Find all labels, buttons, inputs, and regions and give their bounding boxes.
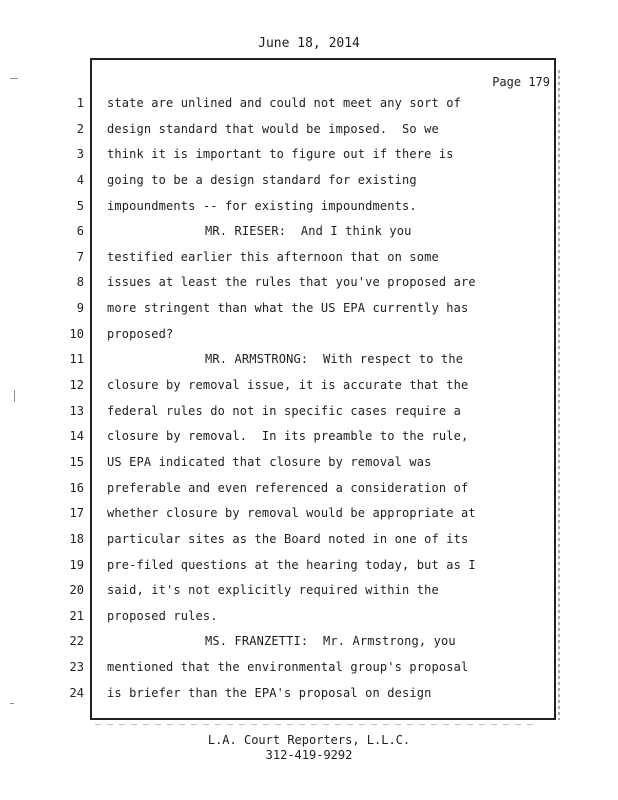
transcript-line: proposed rules. [107, 608, 218, 623]
scan-mark [10, 703, 14, 704]
transcript-line: particular sites as the Board noted in one of its [107, 531, 469, 546]
transcript-line: is briefer than the EPA's proposal on design [107, 685, 432, 700]
transcript-line: whether closure by removal would be appropriate at [107, 506, 476, 521]
transcript-line: federal rules do not in specific cases require a [107, 403, 461, 418]
line-number: 4 [76, 172, 84, 187]
speaker-line: MS. FRANZETTI: Mr. Armstrong, you [205, 634, 456, 649]
transcript-line: testified earlier this afternoon that on some [107, 249, 439, 264]
scan-mark [14, 390, 15, 402]
transcript-line: issues at least the rules that you've proposed are [107, 275, 476, 290]
line-number: 16 [69, 480, 84, 495]
scan-mark [10, 78, 18, 79]
line-number: 22 [69, 634, 84, 649]
transcript-line: mentioned that the environmental group's proposal [107, 660, 469, 675]
line-number: 13 [69, 403, 84, 418]
transcript-line: design standard that would be imposed. So we [107, 121, 439, 136]
transcript-line: closure by removal issue, it is accurate that the [107, 378, 469, 393]
transcript-line: state are unlined and could not meet any sort of [107, 96, 461, 110]
transcript-line: US EPA indicated that closure by removal was [107, 454, 432, 469]
transcript-body [107, 96, 547, 711]
transcript-date: June 18, 2014 [258, 36, 360, 51]
frame-scan-edge [558, 70, 560, 720]
speaker-line: MR. RIESER: And I think you [205, 224, 412, 239]
line-number: 3 [76, 147, 84, 162]
transcript-line: think it is important to figure out if there is [107, 147, 454, 162]
line-number: 9 [76, 301, 84, 316]
line-number: 19 [69, 557, 84, 572]
transcript-line: going to be a design standard for existing [107, 172, 417, 187]
line-number: 2 [76, 121, 84, 136]
footer-phone: 312-419-9292 [265, 748, 353, 762]
line-number: 7 [76, 249, 84, 264]
line-number: 15 [69, 454, 84, 469]
transcript-line: preferable and even referenced a consideration of [107, 480, 469, 495]
line-number: 21 [69, 608, 84, 623]
line-number: 10 [69, 326, 84, 341]
transcript-line: impoundments -- for existing impoundments. [107, 198, 417, 213]
line-number: 8 [76, 275, 84, 290]
page-number: Page 179 [492, 75, 550, 89]
line-number: 1 [76, 96, 84, 110]
line-number: 20 [69, 583, 84, 598]
line-number-column [60, 96, 84, 711]
frame-bottom-artifact [95, 724, 535, 725]
transcript-line: closure by removal. In its preamble to the rule, [107, 429, 469, 444]
transcript-line: pre-filed questions at the hearing today, but as I [107, 557, 476, 572]
speaker-line: MR. ARMSTRONG: With respect to the [205, 352, 464, 367]
line-number: 11 [69, 352, 84, 367]
line-number: 12 [69, 378, 84, 393]
line-number: 23 [69, 660, 84, 675]
transcript-line: said, it's not explicitly required within the [107, 583, 439, 598]
line-number: 6 [76, 224, 84, 239]
line-number: 17 [69, 506, 84, 521]
line-number: 14 [69, 429, 84, 444]
transcript-line: more stringent than what the US EPA currently has [107, 301, 469, 316]
transcript-line: proposed? [107, 326, 174, 341]
line-number: 18 [69, 531, 84, 546]
footer-company: L.A. Court Reporters, L.L.C. [207, 733, 411, 747]
line-number: 5 [76, 198, 84, 213]
line-number: 24 [69, 685, 84, 700]
